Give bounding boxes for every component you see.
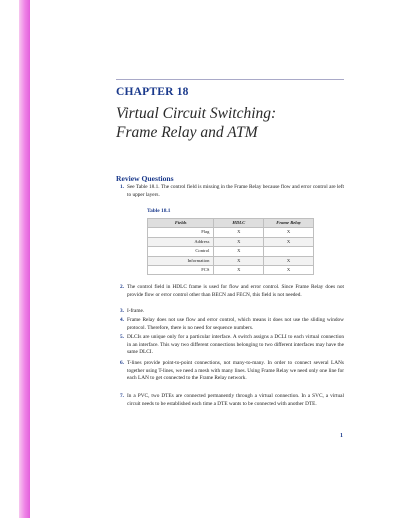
chapter-label: CHAPTER 18 [116,86,189,98]
table-cell: Address [148,237,214,246]
table-cell: Information [148,256,214,265]
page-number: 1 [340,433,343,439]
chapter-title-line-1: Virtual Circuit Switching: [116,105,277,122]
question-item-4 [116,317,344,332]
table-cell [264,247,314,256]
question-number: 4. [120,317,124,323]
table-cell: X [214,237,264,246]
table-row [148,237,314,246]
table-cell: X [214,266,264,275]
table-cell: X [264,237,314,246]
question-number: 6. [120,360,124,366]
decorative-side-bar [19,0,30,518]
table-cell: X [264,228,314,237]
section-heading: Review Questions [116,174,174,183]
question-number: 3. [120,308,124,314]
question-item-1 [116,184,344,199]
question-text: I-frame. [127,308,145,314]
question-item-5 [116,334,344,357]
question-text: See Table 18.1. The control field is missing in the Frame Relay because flow and error control are left to upper layers. [127,184,344,198]
question-item-7 [116,393,344,408]
frame-fields-table [147,218,314,275]
chapter-rule [116,79,344,80]
table-cell: Control [148,247,214,256]
table-cell: X [264,266,314,275]
question-text: Frame Relay does not use flow and error control, which means it does not use the sliding window protocol. Therefore, there is no need for sequence numbers. [127,317,344,331]
question-text: DLCIs are unique only for a particular interface. A switch assigns a DCLI to each virtual connection in an interface. This way two different connections belonging to two different interfaces may have the same DLCI. [127,334,344,356]
chapter-title [116,104,356,142]
table-row [148,247,314,256]
question-number: 7. [120,393,124,399]
table-cell: X [214,228,264,237]
table-row [148,256,314,265]
table-header-cell: HDLC [214,219,264,228]
question-number: 1. [120,184,124,190]
table-row [148,266,314,275]
question-text: The control field in HDLC frame is used for flow and error control. Since Frame Relay does not provide flow or error control other than BECN and FECN, this field is not needed. [127,284,344,298]
question-number: 2. [120,284,124,290]
question-text: T-lines provide point-to-point connections, not many-to-many. In order to connect several LANs together using T-lines, we need a mesh with many lines. Using Frame Relay we need only one line for each LAN to get connected to the Frame Relay network. [127,360,344,382]
table-caption: Table 18.1 [147,208,171,214]
table-cell: X [214,256,264,265]
table-cell: Flag [148,228,214,237]
question-number: 5. [120,334,124,340]
table-cell: FCS [148,266,214,275]
question-text: In a PVC, two DTEs are connected permanently through a virtual connection. In a SVC, a virtual circuit needs to be established each time a DTE wants to be connected with another DTE. [127,393,344,407]
chapter-title-line-2: Frame Relay and ATM [116,124,258,141]
table-cell: X [214,247,264,256]
question-item-6 [116,360,344,383]
table-row [148,228,314,237]
question-item-2 [116,284,344,299]
table-header-row [148,219,314,228]
table-cell: X [264,256,314,265]
table-header-cell: Frame Relay [264,219,314,228]
question-item-3 [116,308,344,316]
table-header-cell: Fields [148,219,214,228]
